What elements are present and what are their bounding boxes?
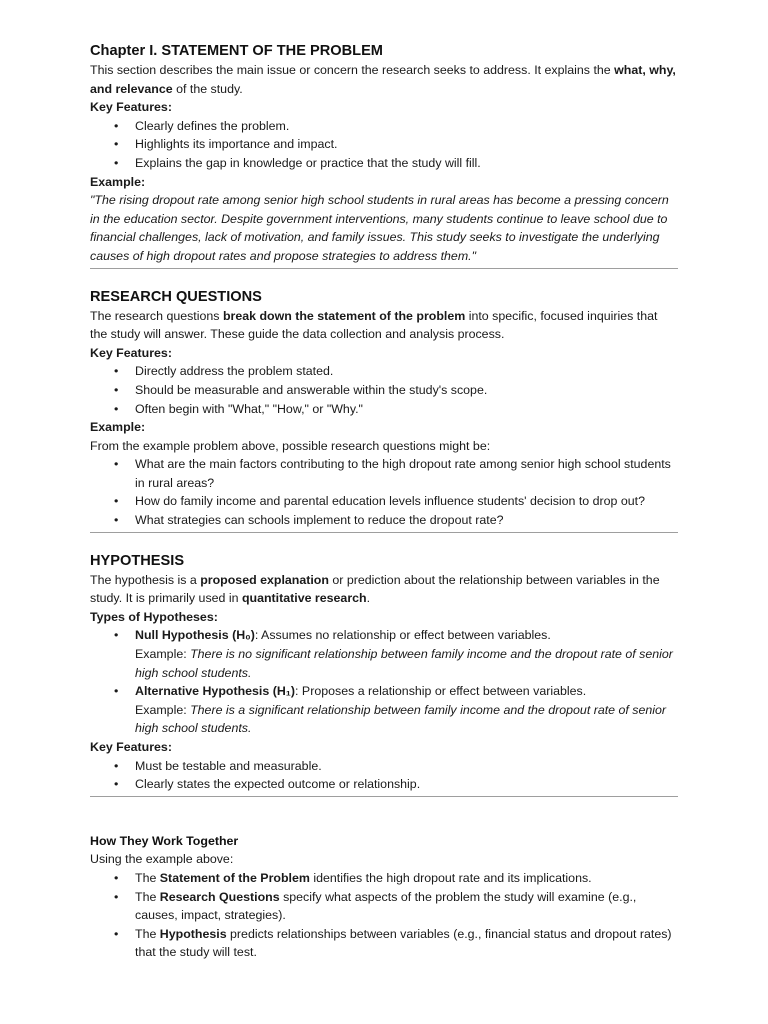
research-desc-part: into specific, focused inquiries that the study will answer. These guide the data collection and analysis process. [90, 308, 658, 342]
null-example-label: Example: [135, 647, 191, 662]
list-item: • Clearly states the expected outcome or relationship. [135, 775, 678, 794]
statement-title: Chapter I. STATEMENT OF THE PROBLEM [90, 43, 383, 59]
statement-desc-part: of the study. [172, 81, 243, 96]
list-item: • Clearly defines the problem. [135, 117, 678, 136]
research-example-label: Example: [90, 420, 146, 435]
item-text: The [135, 889, 160, 904]
item-text: The [135, 926, 160, 941]
list-item: • Highlights its importance and impact. [135, 135, 678, 154]
research-example-intro: From the example problem above, possible research questions might be: [90, 438, 491, 453]
null-hypothesis-desc: : Assumes no relationship or effect between variables. [254, 628, 551, 643]
together-title: How They Work Together [90, 833, 239, 848]
list-item: • Often begin with "What," "How," or "Why." [135, 400, 678, 419]
list-item: • Should be measurable and answerable within the study's scope. [135, 381, 678, 400]
list-item [135, 925, 678, 962]
statement-desc-bold: what, why, and relevance [90, 63, 676, 96]
together-list [90, 869, 678, 962]
statement-features-list [90, 117, 678, 173]
item-text: The [135, 870, 160, 885]
alt-example-text: There is a significant relationship between family income and the dropout rate of senior high school students. [135, 702, 667, 736]
item-bold: Research Questions [159, 889, 280, 904]
item-bold: Hypothesis [159, 926, 227, 941]
section-divider [90, 268, 678, 269]
statement-description [90, 61, 678, 98]
statement-example-label: Example: [90, 174, 146, 189]
together-section [90, 832, 678, 962]
hypothesis-section [90, 551, 678, 797]
list-item [135, 869, 678, 888]
hypothesis-features-list [90, 757, 678, 794]
research-questions-list [90, 455, 678, 529]
null-hypothesis-name: Null Hypothesis (H₀) [135, 628, 255, 643]
research-section [90, 287, 678, 533]
hypothesis-desc-part: The hypothesis is a [90, 572, 201, 587]
item-text: identifies the high dropout rate and its implications. [309, 870, 592, 885]
item-bold: Statement of the Problem [159, 870, 310, 885]
list-item [135, 888, 678, 925]
list-item [135, 626, 678, 682]
null-example-text: There is no significant relationship between family income and the dropout rate of senior high school students. [135, 647, 673, 680]
item-text: specify what aspects of the problem the study will examine (e.g., causes, impact, strategies). [135, 889, 637, 923]
hypothesis-desc-part: or prediction about the relationship between variables in the study. It is primarily used in [90, 572, 660, 606]
list-item: • What strategies can schools implement to reduce the dropout rate? [135, 511, 678, 530]
research-key-features-label: Key Features: [90, 345, 172, 360]
hypothesis-desc-bold: proposed explanation [200, 572, 329, 587]
list-item: • How do family income and parental education levels influence students' decision to drop out? [135, 492, 678, 511]
section-divider [90, 796, 678, 797]
alt-hypothesis-desc: : Proposes a relationship or effect between variables. [295, 684, 587, 699]
hypothesis-desc-part: . [366, 591, 371, 606]
research-features-list [90, 362, 678, 418]
hypothesis-desc-bold: quantitative research [241, 591, 367, 606]
list-item: • What are the main factors contributing to the high dropout rate among senior high school students in rural areas? [135, 455, 678, 492]
list-item [135, 682, 678, 738]
list-item: • Directly address the problem stated. [135, 362, 678, 381]
list-item: • Explains the gap in knowledge or practice that the study will fill. [135, 154, 678, 173]
statement-example-text: "The rising dropout rate among senior high school students in rural areas has become a pressing concern in the education sector. Despite government interventions, many students continue to leave school due to financial challenges, lack of motivation, and family issues. This study seeks to investigate the underlying causes of high dropout rates and propose strategies to address them." [90, 193, 669, 263]
section-divider [90, 532, 678, 533]
hypothesis-types-label: Types of Hypotheses: [90, 609, 218, 624]
alt-example-label: Example: [135, 702, 191, 717]
hypothesis-description [90, 571, 678, 608]
item-text: predicts relationships between variables (e.g., financial status and dropout rates) that the study will test. [135, 926, 672, 960]
list-item: • Must be testable and measurable. [135, 757, 678, 776]
research-desc-bold: break down the statement of the problem [222, 308, 466, 323]
hypothesis-title: HYPOTHESIS [90, 552, 185, 569]
statement-section [90, 41, 678, 269]
hypothesis-key-features-label: Key Features: [90, 740, 172, 754]
together-intro: Using the example above: [90, 852, 234, 867]
statement-desc-part: This section describes the main issue or concern the research seeks to address. It explains the [90, 63, 615, 77]
research-desc-part: The research questions [90, 308, 223, 323]
research-title: RESEARCH QUESTIONS [90, 288, 262, 305]
hypothesis-types-list [90, 626, 678, 738]
statement-key-features-label: Key Features: [90, 100, 172, 115]
research-description [90, 307, 678, 344]
alt-hypothesis-name: Alternative Hypothesis (H₁) [135, 684, 296, 699]
